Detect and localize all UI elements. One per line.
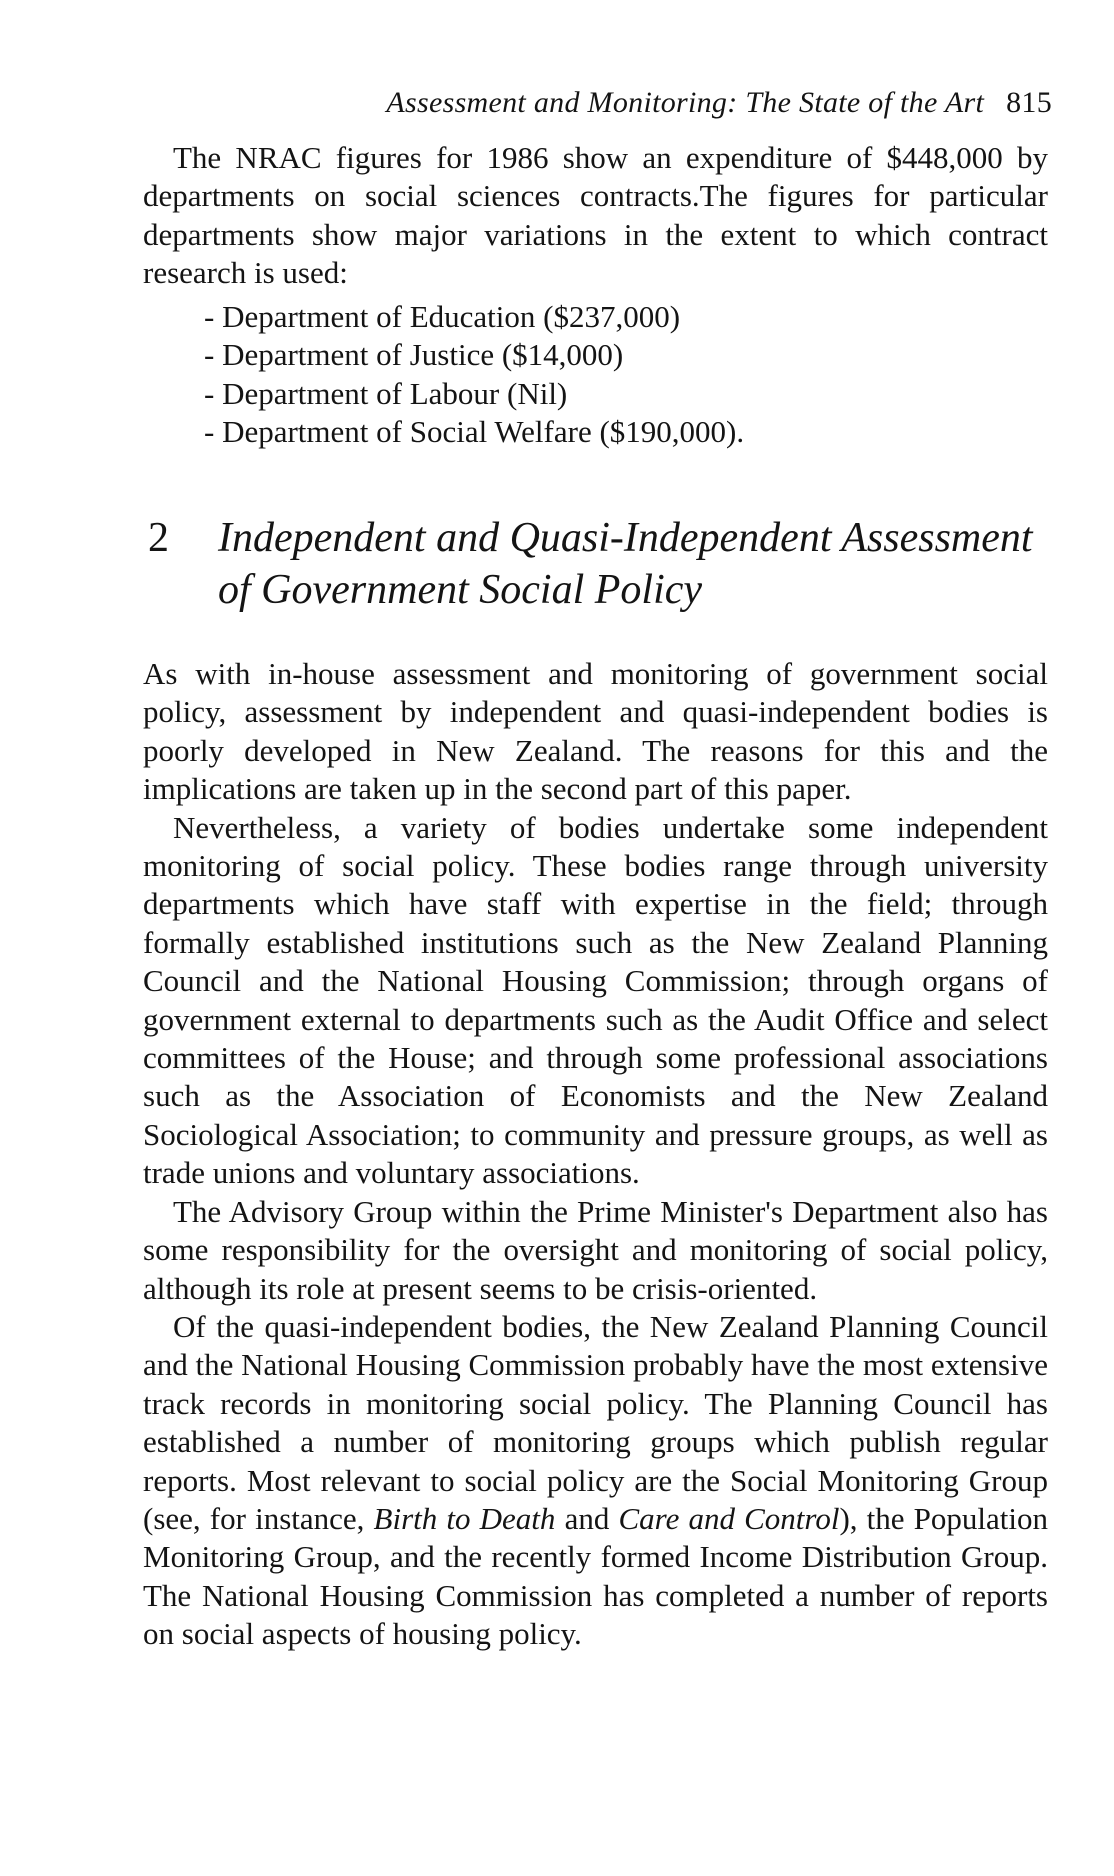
publication-title: Care and Control: [618, 1500, 840, 1536]
paragraph: [143, 1308, 1048, 1654]
paragraph-text: and: [555, 1500, 619, 1536]
paragraph: Nevertheless, a variety of bodies undertake some independent monitoring of social policy. These bodies range through university departments which have staff with expertise in the field; through formally established institutions such as the New Zealand Planning Council and the National Housing Commission; through organs of government external to departments such as the Audit Office and select committees of the House; and through some professional associations such as the Association of Economists and the New Zealand Sociological Association; to community and pressure groups, as well as trade unions and voluntary associations.: [143, 809, 1048, 1191]
section-number: 2: [148, 515, 169, 561]
list-item: - Department of Labour (Nil): [204, 375, 568, 411]
publication-title: Birth to Death: [373, 1500, 556, 1536]
paragraph: The Advisory Group within the Prime Minister's Department also has some responsibility for the oversight and monitoring of social policy, although its role at present seems to be crisis-oriented.: [143, 1193, 1048, 1306]
list-item: - Department of Social Welfare ($190,000).: [204, 414, 745, 450]
running-head: [380, 86, 1052, 120]
paragraph-text: Of the quasi-independent bodies, the New Zealand Planning Council and the National Housing Commission probably have the most extensive track records in monitoring social policy. The Planning Council has established a number of monitoring groups which publish regular reports. Most relevant to social policy are the Social Monitoring Group (see, for instance,: [143, 1308, 1048, 1536]
running-head-title: Assessment and Monitoring: The State of the Art: [386, 86, 985, 119]
paragraph: As with in-house assessment and monitoring of government social policy, assessment by independent and quasi-independent bodies is poorly developed in New Zealand. The reasons for this and the implications are taken up in the second part of this paper.: [143, 656, 1048, 807]
section-title: Independent and Quasi-Independent Assessment of Government Social Policy: [218, 515, 1033, 613]
list-item: - Department of Education ($237,000): [204, 299, 681, 334]
section-body: [143, 655, 1048, 1654]
department-list: [204, 298, 744, 452]
list-item: - Department of Justice ($14,000): [204, 337, 624, 373]
intro-paragraph: The NRAC figures for 1986 show an expenditure of $448,000 by departments on social sciences contracts.The figures for particular departments show major variations in the extent to which contract research is used:: [143, 140, 1048, 291]
paragraph-text: ), the Population Monitoring Group, and the recently formed Income Distribution Group. The National Housing Commission has completed a number of reports on social aspects of housing policy.: [143, 1500, 1048, 1652]
page-number: 815: [1006, 86, 1052, 119]
